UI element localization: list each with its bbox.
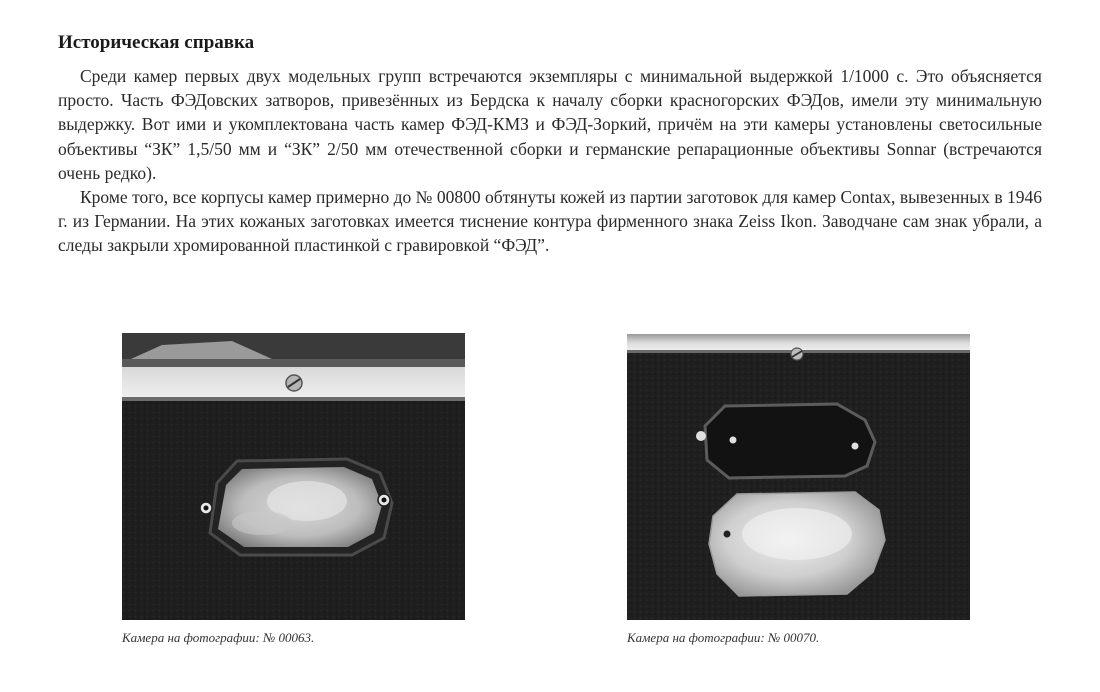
figure-caption-right: Камера на фотографии: № 00070. (627, 630, 820, 645)
photo-camera-00070-image (627, 334, 970, 620)
photo-camera-00063-image (122, 333, 465, 620)
paragraph-2: Кроме того, все корпусы камер примерно до № 00800 обтянуты кожей из партии заготовок для камер Contax, вывезенных в 1946 г. из Германии. На этих кожаных заготовках имеется тиснение контура фирменного знака Zeiss Ikon. Заводчане сам знак убрали, а следы закрыли хромированной пластинкой с гравировкой “ФЭД”. (58, 187, 1042, 256)
section-heading: Историческая справка (58, 32, 255, 53)
paragraph-1: Среди камер первых двух модельных групп встречаются экземпляры с минимальной выдержкой 1/1000 с. Это объясняется просто. Часть ФЭДовских затворов, привезённых из Бердска к началу сборки красногорских ФЭДов, имели эту минимальную выдержку. Вот ими и укомплектована часть камер ФЭД-КМЗ и ФЭД-Зоркий, причём на эти камеры установлены светосильные объективы “ЗК” 1,5/50 мм и “ЗК” 2/50 мм отечественной сборки и германские репарационные объективы Sonnar (встречаются очень редко). (58, 66, 1042, 183)
figure-caption-left: Камера на фотографии: № 00063. (122, 630, 315, 645)
photo-camera-00063 (122, 333, 465, 620)
body-text (58, 64, 1042, 258)
photo-camera-00070 (627, 334, 970, 620)
